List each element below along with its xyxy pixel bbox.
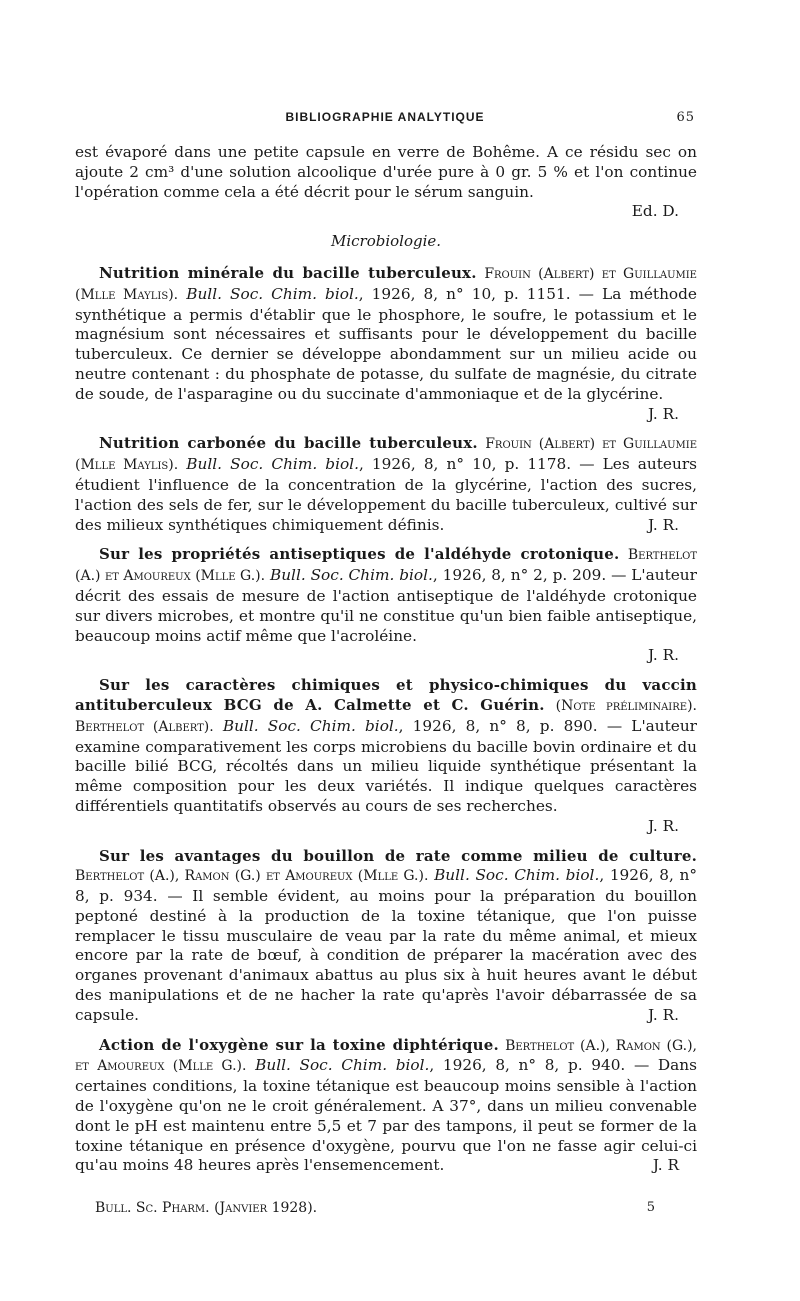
entry-authors: Frouin (Albert) et Guillaumie (Mlle Maylis). — [75, 436, 697, 474]
entry — [75, 847, 697, 1026]
entry-ref: , 1926, 8, n° 10, p. 1151. — — [358, 284, 594, 303]
page-body — [75, 143, 697, 1176]
footer-signature-mark: 5 — [646, 1200, 655, 1215]
running-title: BIBLIOGRAPHIE ANALYTIQUE — [285, 110, 485, 124]
entry — [75, 264, 697, 424]
entry-signature: J. R. — [647, 515, 679, 534]
entry-authors: Berthelot (A.), Ramon (G.), et Amoureux (Mlle G.). — [75, 1037, 697, 1075]
entry-signature: J. R. — [647, 1005, 679, 1024]
entry-ref: , 1926, 8, n° 10, p. 1178. — — [358, 455, 595, 474]
entry-journal: Bull. Soc. Chim. biol. — [186, 455, 359, 474]
entry-title: Nutrition minérale du bacille tuberculeux. — [99, 263, 477, 282]
entry-title: Sur les caractères chimiques et physico-chimiques du vaccin antituberculeux BCG de A. Calmette et C. Guérin. — [75, 676, 697, 714]
entry — [75, 434, 697, 535]
entry-title: Nutrition carbonée du bacille tuberculeux. — [99, 434, 478, 453]
running-header — [75, 110, 695, 134]
entry-authors: Berthelot (A.), Ramon (G.) et Amoureux (Mlle G.). — [75, 868, 429, 885]
entry-body: Il semble évident, au moins pour la préparation du bouillon peptoné destiné à la production de la toxine tétanique, que l'on puisse remplacer le tissu musculaire de veau par la rate du même animal, et mieux encore par la rate de bœuf, à condition de préparer la macération avec des organes provenant d'animaux abattus au plus six à huit heures avant le début des manipulations et de ne hacher la rate qu'après l'avoir débarrassée de sa capsule. — [75, 887, 697, 1024]
entry-signature: J. R — [652, 1156, 679, 1175]
entry-signature: J. R. — [647, 404, 679, 423]
intro-paragraph — [75, 143, 697, 222]
entry-signature: J. R. — [647, 816, 679, 835]
entry-title: Sur les avantages du bouillon de rate comme milieu de culture. — [99, 846, 697, 865]
section-title: Microbiologie. — [330, 232, 442, 251]
entry-title: Sur les propriétés antiseptiques de l'aldéhyde crotonique. — [99, 545, 620, 564]
entry-authors: Frouin (Albert) et Guillaumie (Mlle Maylis). — [75, 265, 697, 303]
entry — [75, 676, 697, 836]
page-number: 65 — [676, 110, 695, 125]
intro-text: est évaporé dans une petite capsule en verre de Bohême. A ce résidu sec on ajoute 2 cm³ d'une solution alcoolique d'urée pure à 0 gr. 5 % et l'on continue l'opération comme cela a été décrit pour le sérum sanguin. — [75, 143, 697, 201]
entry-signature: J. R. — [647, 646, 679, 665]
entry-ref: , 1926, 8, n° 8, p. 890. — — [398, 716, 623, 735]
entry-body: Dans certaines conditions, la toxine tétanique est beaucoup moins sensible à l'action de l'oxygène qu'on ne le croit généralement. A 37°, dans un milieu convenable dont le pH est maintenu entre 5,5 et 7 par des tampons, il peut se former de la toxine tétanique en présence d'oxygène, pourvu que l'on ne fasse agir celui-ci qu'au moins 48 heures après l'ensemencement. — [75, 1056, 697, 1175]
entry — [75, 1036, 697, 1177]
entry-journal: Bull. Soc. Chim. biol. — [269, 566, 433, 585]
footer-journal: Bull. Sc. Pharm. (Janvier 1928). — [95, 1200, 318, 1216]
entry-journal: Bull. Soc. Chim. biol. — [255, 1056, 430, 1075]
entry-journal: Bull. Soc. Chim. biol. — [186, 284, 359, 303]
entry-ref: , 1926, 8, n° 8, p. 940. — — [429, 1056, 650, 1075]
entry-body: L'auteur examine comparativement les corps microbiens du bacille bovin ordinaire et du bacille bilié BCG, récoltés dans un milieu liquide synthétique présentant la même composition pour les deux variétés. Il indique quelques caractères différentiels quantitatifs observés au cours de ses recherches. — [75, 716, 697, 815]
intro-signature: Ed. D. — [631, 202, 679, 221]
entry-authors: (Note préliminaire). Berthelot (Albert). — [75, 697, 697, 735]
entry — [75, 545, 697, 666]
entry-body: Les auteurs étudient l'influence de la concentration de la glycérine, l'action des sucres, l'action des sels de fer, sur le développement du bacille tuberculeux, cultivé sur des milieux synthétiques chimiquement définis. — [75, 455, 697, 534]
entry-title: Action de l'oxygène sur la toxine diphtérique. — [99, 1035, 499, 1054]
entry-body: L'auteur décrit des essais de mesure de l'action antiseptique de l'aldéhyde crotonique sur divers microbes, et montre qu'il ne constitue qu'un bien faible antiseptique, beaucoup moins actif même que l'acroléine. — [75, 566, 697, 645]
entry-body: La méthode synthétique a permis d'établir que le phosphore, le soufre, le potassium et le magnésium sont nécessaires et suffisants pour le développement du bacille tuberculeux. Ce dernier se développe abondamment sur un milieu acide ou neutre contenant : du phosphate de potasse, du sulfate de magnésie, du citrate de soude, de l'asparagine ou du succinate d'ammoniaque et de la glycérine. — [75, 284, 697, 403]
entry-authors: Berthelot (A.) et Amoureux (Mlle G.). — [75, 547, 697, 585]
entry-journal: Bull. Soc. Chim. biol. — [434, 866, 600, 885]
entry-ref: , 1926, 8, n° 2, p. 209. — — [432, 566, 627, 585]
entry-journal: Bull. Soc. Chim. biol. — [222, 716, 399, 735]
entry-ref: , 1926, 8, n° 8, p. 934. — — [75, 866, 697, 906]
